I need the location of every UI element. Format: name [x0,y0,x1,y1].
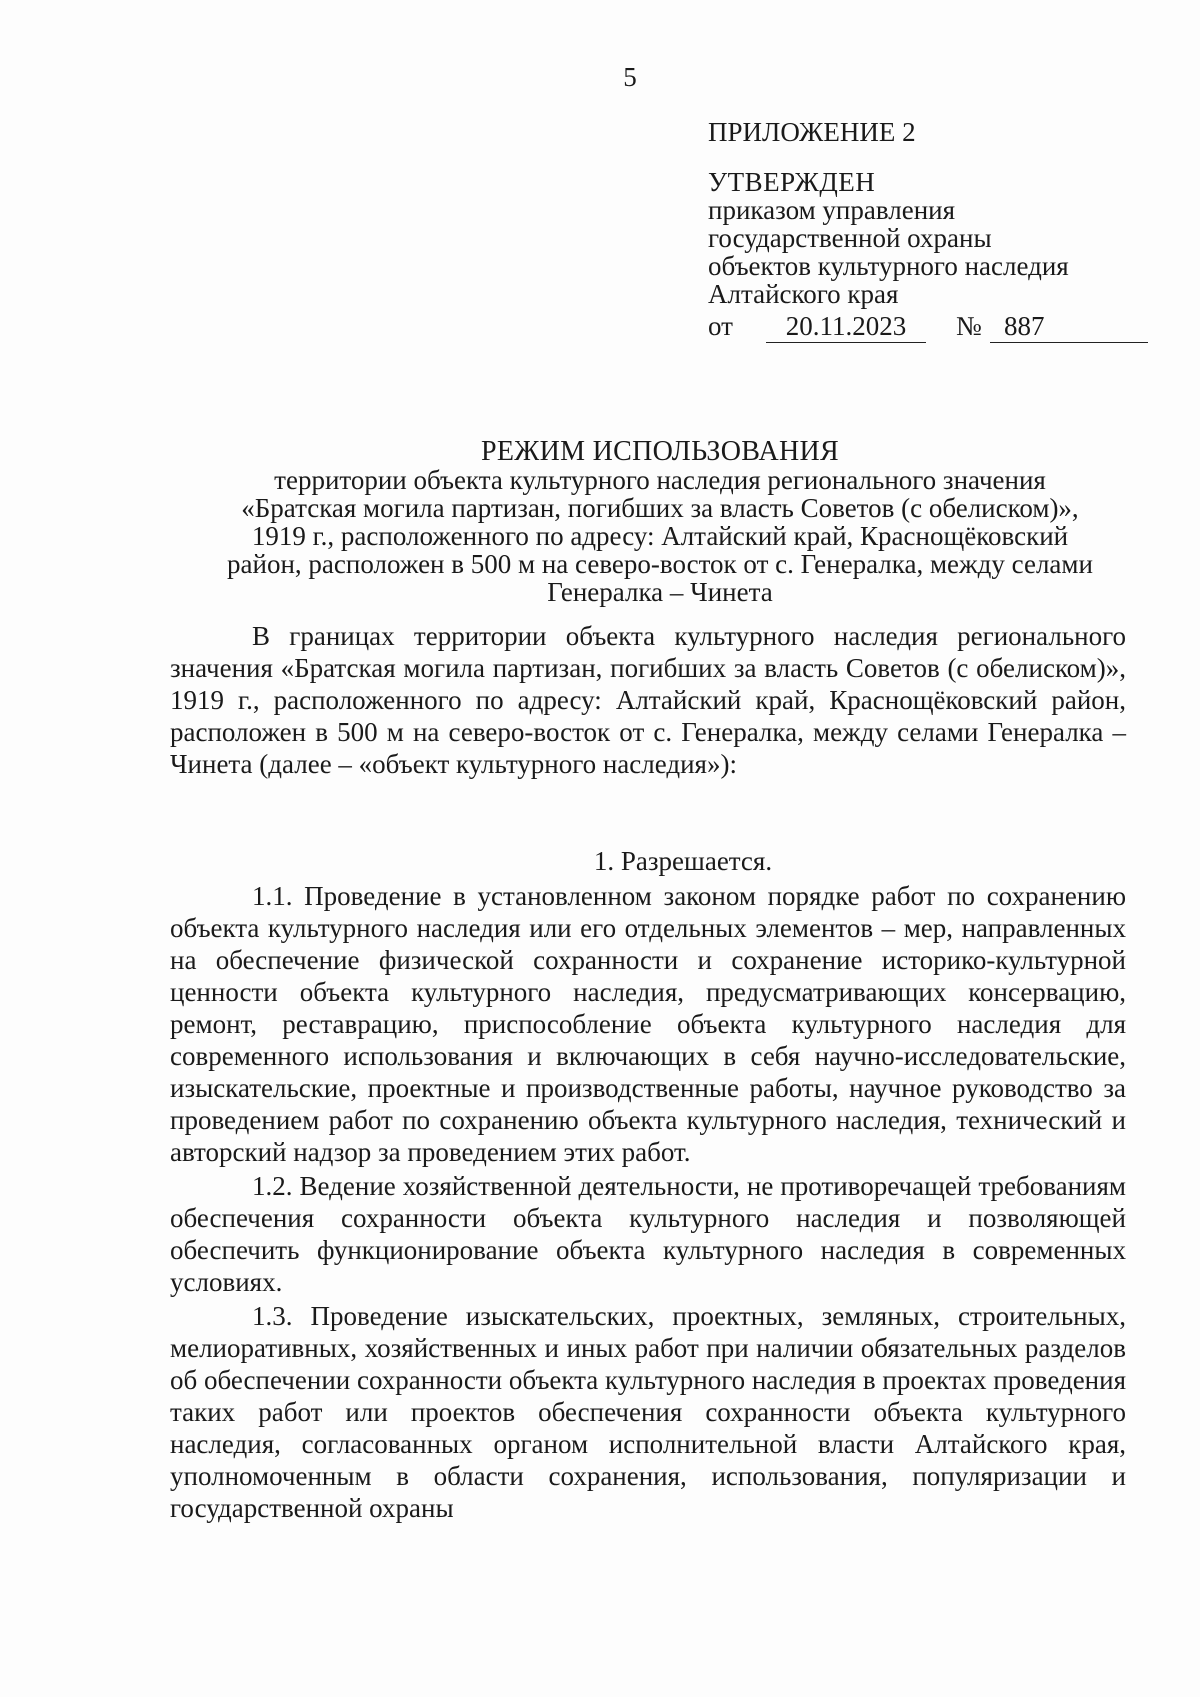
subtitle-line: Генералка – Чинета [547,577,773,607]
intro-paragraph: В границах территории объекта культурного наследия регионального значения «Братская могила партизан, погибших за власть Советов (с обелиском)», 1919 г., расположенного по адресу: Алтайский край, Краснощёковский район, расположен в 500 м на северо-восток от с. Генералка, между селами Генералка – Чинета (далее – «объект культурного наследия»): [170,621,1126,779]
order-number: 887 [990,312,1148,343]
subtitle-line: территории объекта культурного наследия регионального значения [274,465,1046,495]
approval-line: объектов культурного наследия [708,251,1069,281]
section-item: 1.1. Проведение в установленном законом порядке работ по сохранению объекта культурного наследия или его отдельных элементов – мер, направленных на обеспечение физической сохранности и сохранение историко-культурной ценности объекта культурного наследия, предусматривающих консервацию, ремонт, реставрацию, приспособление объекта культурного наследия для современного использования и включающих в себя научно-исследовательские, изыскательские, проектные и производственные работы, научное руководство за проведением работ по сохранению объекта культурного наследия, технический и авторский надзор за проведением этих работ. [170,881,1126,1167]
section-item: 1.2. Ведение хозяйственной деятельности, не противоречащей требованиям обеспечения сохранности объекта культурного наследия и позволяющей обеспечить функционирование объекта культурного наследия в современных условиях. [170,1171,1126,1297]
main-title: РЕЖИМ ИСПОЛЬЗОВАНИЯ [480,436,840,467]
subtitle-line: район, расположен в 500 м на северо-восток от с. Генералка, между селами [227,549,1093,579]
number-sign: № [956,311,982,341]
approval-block [708,118,1148,346]
approval-line: Алтайского края [708,279,899,309]
page-number: 5 [623,62,637,92]
approval-line: государственной охраны [708,223,992,253]
section-items [170,880,1126,1526]
document-title [190,438,1130,606]
approval-line: приказом управления [708,195,956,225]
order-date: 20.11.2023 [766,312,926,343]
intro-paragraph-block [170,620,1126,780]
section-heading: 1. Разрешается. [593,846,773,876]
approved-label: УТВЕРЖДЕН [708,167,876,197]
subtitle-line: 1919 г., расположенного по адресу: Алтайский край, Краснощёковский [251,521,1069,551]
subtitle-line: «Братская могила партизан, погибших за власть Советов (с обелиском)», [241,493,1079,523]
order-line [708,312,1148,346]
section-item: 1.3. Проведение изыскательских, проектных, земляных, строительных, мелиоративных, хозяйственных и иных работ при наличии обязательных разделов об обеспечении сохранности объекта культурного наследия в проектах проведения таких работ или проектов обеспечения сохранности объекта культурного наследия, согласованных органом исполнительной власти Алтайского края, уполномоченным в области сохранения, использования, популяризации и государственной охраны [170,1301,1126,1523]
from-label: от [708,311,733,341]
appendix-label: ПРИЛОЖЕНИЕ 2 [708,117,916,147]
